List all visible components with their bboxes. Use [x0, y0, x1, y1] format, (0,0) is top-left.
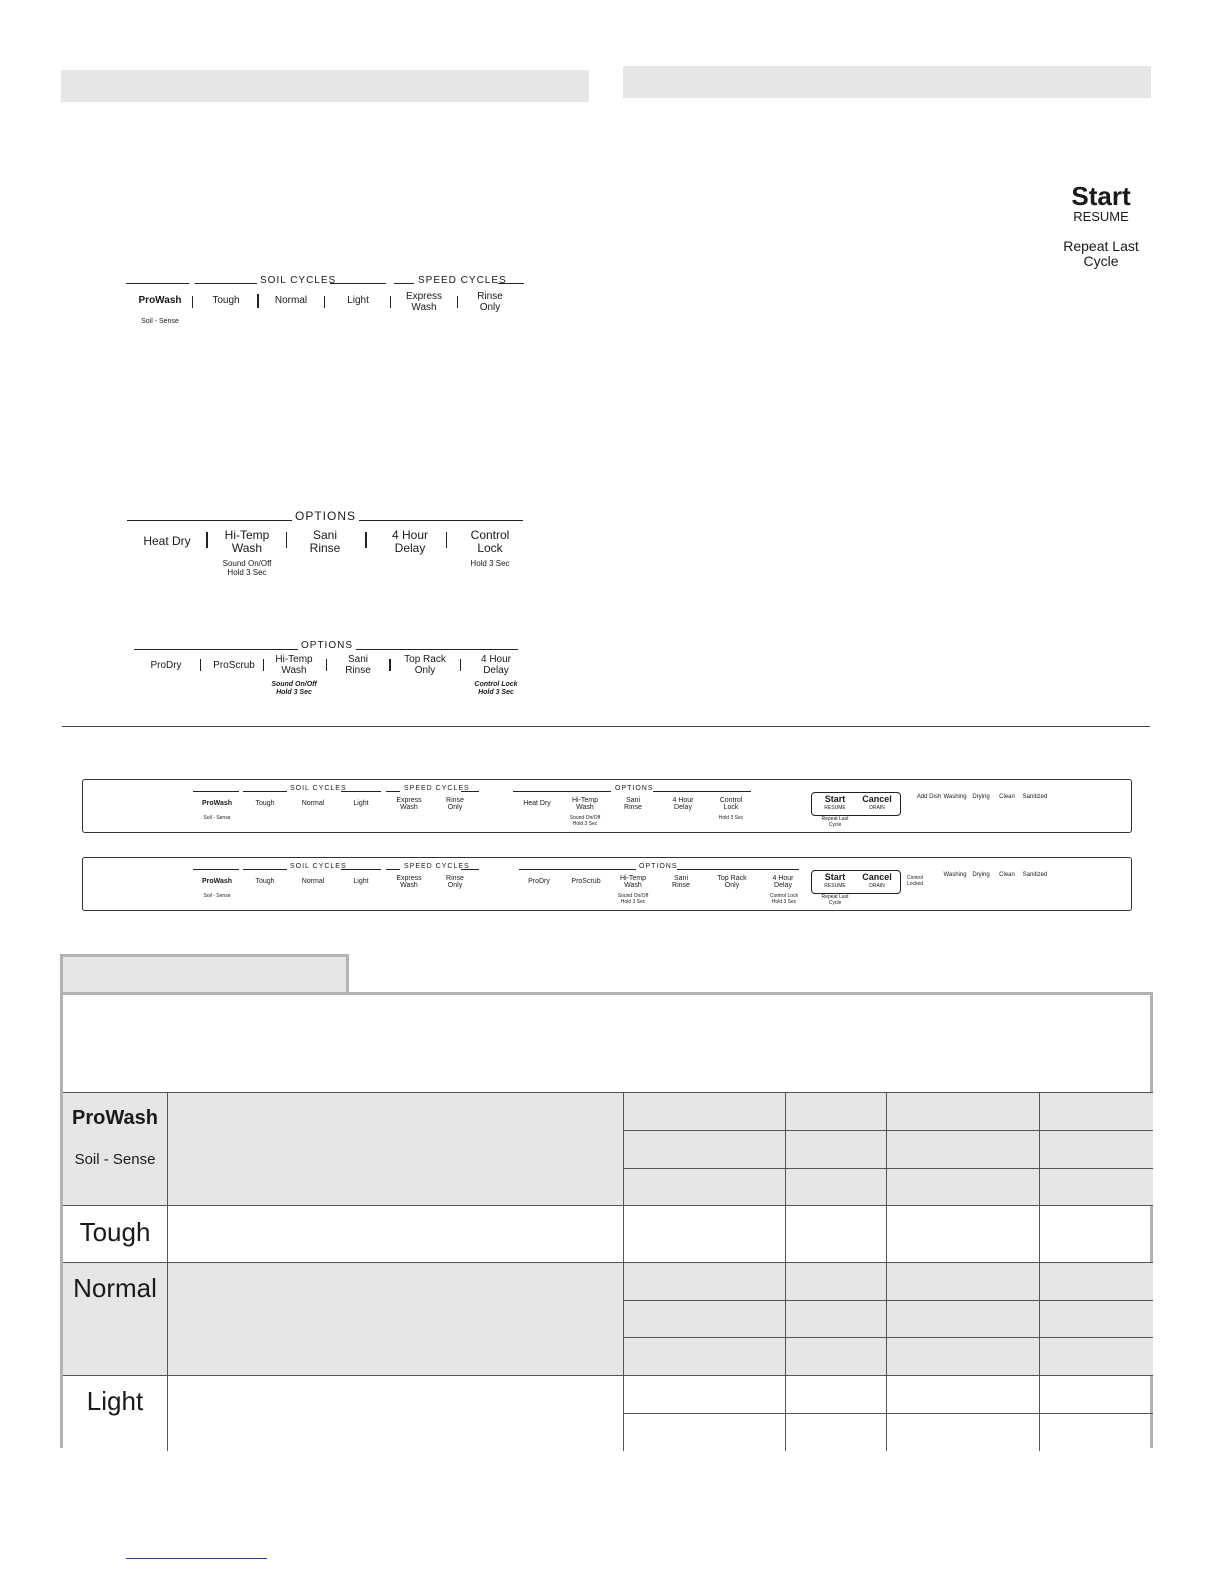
tough-button[interactable]: Tough	[212, 295, 240, 306]
cp1-4-hour-delay[interactable]: 4 Hour Delay	[672, 797, 694, 812]
cp1-soil-header: SOIL CYCLES	[287, 785, 350, 792]
table-row	[63, 1262, 1153, 1375]
cp1-options-header: OPTIONS	[612, 785, 657, 792]
prowash-button[interactable]: ProWash	[138, 295, 182, 306]
cp1-repeat-label: Repeat Last Cycle	[821, 816, 849, 828]
express-wash-button[interactable]: Express Wash	[405, 291, 443, 313]
cp1-drain-label: DRAIN	[869, 805, 885, 811]
cp2-options-header: OPTIONS	[636, 863, 681, 870]
light-button[interactable]: Light	[347, 295, 369, 306]
cp2-top-rack-only[interactable]: Top Rack Only	[717, 875, 747, 890]
heat-dry-button[interactable]: Heat Dry	[143, 534, 191, 548]
cp2-prowash[interactable]: ProWash	[201, 878, 233, 885]
cp1-light[interactable]: Light	[353, 800, 369, 807]
row-tough-name: Tough	[79, 1217, 151, 1247]
section-divider	[62, 726, 1150, 727]
cp2-sound-note: Sound On/Off Hold 3 Sec	[617, 893, 649, 905]
cp1-hi-temp-wash[interactable]: Hi-Temp Wash	[571, 797, 599, 812]
cp2-4-hour-delay[interactable]: 4 Hour Delay	[772, 875, 794, 890]
cp1-resume-label: RESUME	[824, 805, 846, 811]
cp2-status-clean: Clean	[999, 872, 1015, 878]
cycle-table-tab	[60, 954, 349, 992]
cp2-drain-label: DRAIN	[869, 883, 885, 889]
cp2-status-sanitized: Sanitized	[1022, 872, 1048, 878]
cp1-express-wash[interactable]: Express Wash	[396, 797, 422, 812]
control-lock-b-note: Control Lock Hold 3 Sec	[474, 681, 518, 696]
footer-link-underline	[126, 1558, 267, 1559]
cp1-status-add-dish: Add Dish	[916, 794, 942, 800]
prodry-button[interactable]: ProDry	[150, 660, 182, 671]
cp2-light[interactable]: Light	[353, 878, 369, 885]
soil-cycles-header: SOIL CYCLES	[257, 275, 339, 286]
cp1-status-washing: Washing	[943, 794, 967, 800]
soil-cycles-panel	[120, 270, 530, 330]
control-lock-button[interactable]: Control Lock	[470, 528, 510, 555]
cp2-rinse-only[interactable]: Rinse Only	[446, 875, 464, 890]
cp2-normal[interactable]: Normal	[301, 878, 325, 885]
cp1-status-drying: Drying	[972, 794, 990, 800]
cp1-start-button[interactable]: Start	[824, 794, 846, 804]
control-panel-2	[82, 857, 1132, 911]
cp1-sani-rinse[interactable]: Sani Rinse	[624, 797, 642, 812]
cp1-tough[interactable]: Tough	[255, 800, 275, 807]
cp1-cancel-button[interactable]: Cancel	[862, 794, 892, 804]
cp2-control-locked: Control Locked	[906, 875, 924, 887]
sani-rinse-button[interactable]: Sani Rinse	[309, 528, 341, 555]
4-hour-delay-b-button[interactable]: 4 Hour Delay	[480, 654, 511, 676]
cp1-hold-note: Hold 3 Sec	[718, 815, 744, 821]
cp2-sani-rinse[interactable]: Sani Rinse	[672, 875, 690, 890]
top-rack-only-button[interactable]: Top Rack Only	[404, 654, 446, 676]
cp2-control-lock-note: Control Lock Hold 3 Sec	[769, 893, 799, 905]
soil-sense-label: Soil - Sense	[141, 318, 179, 325]
sound-on-off-note: Sound On/Off Hold 3 Sec	[222, 559, 272, 577]
cycle-table	[60, 992, 1153, 1448]
cp1-status-sanitized: Sanitized	[1022, 794, 1048, 800]
hi-temp-wash-button[interactable]: Hi-Temp Wash	[224, 528, 270, 555]
row-normal-name: Normal	[73, 1273, 157, 1303]
options-a-header: OPTIONS	[292, 509, 359, 523]
cp2-resume-label: RESUME	[824, 883, 846, 889]
start-label: Start	[1071, 181, 1131, 211]
cp2-tough[interactable]: Tough	[255, 878, 275, 885]
cp2-status-drying: Drying	[972, 872, 990, 878]
cp2-prodry[interactable]: ProDry	[528, 878, 550, 885]
cp1-status-clean: Clean	[999, 794, 1015, 800]
cp2-soil-header: SOIL CYCLES	[287, 863, 350, 870]
table-row	[63, 1093, 1153, 1205]
resume-label: RESUME	[1073, 209, 1129, 224]
cp1-rinse-only[interactable]: Rinse Only	[446, 797, 464, 812]
left-section-header-bar	[61, 70, 589, 102]
cp2-proscrub[interactable]: ProScrub	[571, 878, 601, 885]
cp1-speed-header: SPEED CYCLES	[401, 785, 473, 792]
cp2-hi-temp-wash[interactable]: Hi-Temp Wash	[619, 875, 647, 890]
cp2-repeat-label: Repeat Last Cycle	[821, 894, 849, 906]
cp1-soil-sense: Soil - Sense	[203, 815, 231, 821]
options-b-header: OPTIONS	[298, 640, 356, 651]
cp1-sound-note: Sound On/Off Hold 3 Sec	[569, 815, 601, 827]
cp2-cancel-button[interactable]: Cancel	[862, 872, 892, 882]
row-prowash-sub: Soil - Sense	[74, 1151, 156, 1168]
rinse-only-button[interactable]: Rinse Only	[477, 291, 503, 313]
normal-button[interactable]: Normal	[274, 295, 308, 306]
hi-temp-wash-b-button[interactable]: Hi-Temp Wash	[275, 654, 313, 676]
control-panel-1	[82, 779, 1132, 833]
speed-cycles-header: SPEED CYCLES	[415, 275, 510, 286]
cp1-heat-dry[interactable]: Heat Dry	[523, 800, 551, 807]
sani-rinse-b-button[interactable]: Sani Rinse	[345, 654, 371, 676]
proscrub-button[interactable]: ProScrub	[213, 660, 255, 671]
cp2-speed-header: SPEED CYCLES	[401, 863, 473, 870]
options-panel-a	[120, 505, 530, 585]
cp2-express-wash[interactable]: Express Wash	[396, 875, 422, 890]
cp2-status-washing: Washing	[943, 872, 967, 878]
cp1-normal[interactable]: Normal	[301, 800, 325, 807]
right-section-header-bar	[623, 66, 1151, 98]
repeat-last-cycle-label: Repeat Last Cycle	[1063, 238, 1139, 269]
4-hour-delay-button[interactable]: 4 Hour Delay	[391, 528, 429, 555]
cp2-start-button[interactable]: Start	[824, 872, 846, 882]
cp2-soil-sense: Soil - Sense	[203, 893, 231, 899]
control-lock-note: Hold 3 Sec	[470, 559, 510, 568]
sound-on-off-b-note: Sound On/Off Hold 3 Sec	[271, 681, 317, 696]
options-panel-b	[130, 637, 522, 699]
row-light-name: Light	[86, 1386, 144, 1416]
cp1-control-lock[interactable]: Control Lock	[719, 797, 743, 812]
cp1-prowash[interactable]: ProWash	[201, 800, 233, 807]
row-prowash-name: ProWash	[72, 1107, 158, 1129]
